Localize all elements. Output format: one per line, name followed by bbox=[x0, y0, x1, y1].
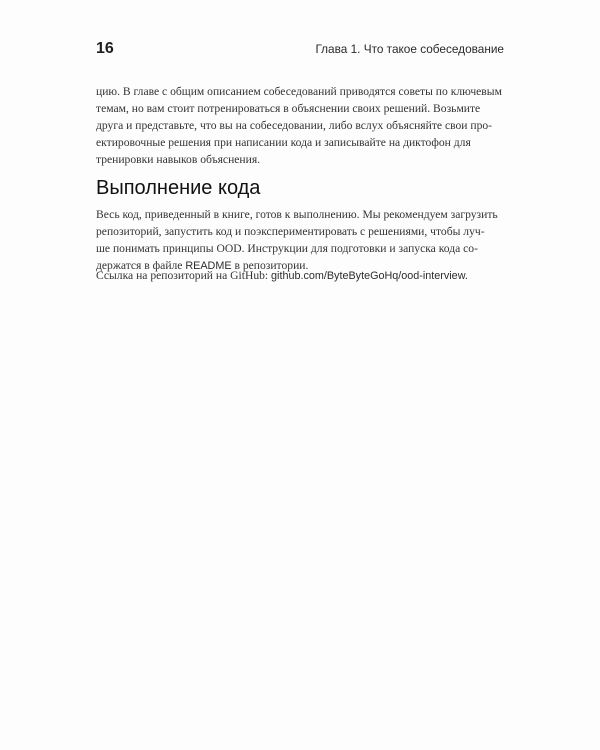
paragraph-fragment: держатся в файле bbox=[96, 259, 186, 272]
paragraph-3 bbox=[96, 267, 504, 285]
paragraph-2 bbox=[96, 206, 504, 275]
paragraph-text bbox=[96, 206, 504, 275]
paragraph-line: ектировочные решения при написании кода и записывайте на диктофон для bbox=[96, 136, 471, 149]
paragraph-line: цию. В главе с общим описанием собеседований приводятся советы по ключевым bbox=[96, 85, 502, 98]
repository-link-line bbox=[96, 267, 504, 285]
paragraph-line: друга и представьте, что вы на собеседовании, либо вслух объясняйте свои про- bbox=[96, 119, 493, 132]
paragraph-line: репозиторий, запустить код и поэкспериментировать с решениями, чтобы луч- bbox=[96, 225, 485, 238]
paragraph-line: тренировки навыков объяснения. bbox=[96, 153, 261, 166]
section-heading: Выполнение кода bbox=[96, 177, 261, 199]
paragraph-line: ше понимать принципы OOD. Инструкции для подготовки и запуска кода со- bbox=[96, 242, 478, 255]
paragraph-line: темам, но вам стоит потренироваться в объяснении своих решений. Возьмите bbox=[96, 102, 481, 115]
paragraph-line: Весь код, приведенный в книге, готов к выполнению. Мы рекомендуем загрузить bbox=[96, 208, 498, 221]
paragraph-fragment: Ссылка на репозиторий на GitHub: bbox=[96, 269, 272, 282]
paragraph-text bbox=[96, 83, 504, 168]
page-number: 16 bbox=[96, 40, 114, 57]
repository-link[interactable]: github.com/ByteByteGoHq/ood-interview. bbox=[271, 270, 468, 282]
paragraph-fragment: в репозитории. bbox=[231, 259, 309, 272]
paragraph-1 bbox=[96, 83, 504, 168]
running-header bbox=[96, 40, 504, 62]
readme-filename: README bbox=[185, 260, 232, 272]
paragraph-text bbox=[96, 267, 504, 285]
chapter-title: Глава 1. Что такое собеседование bbox=[315, 42, 504, 56]
